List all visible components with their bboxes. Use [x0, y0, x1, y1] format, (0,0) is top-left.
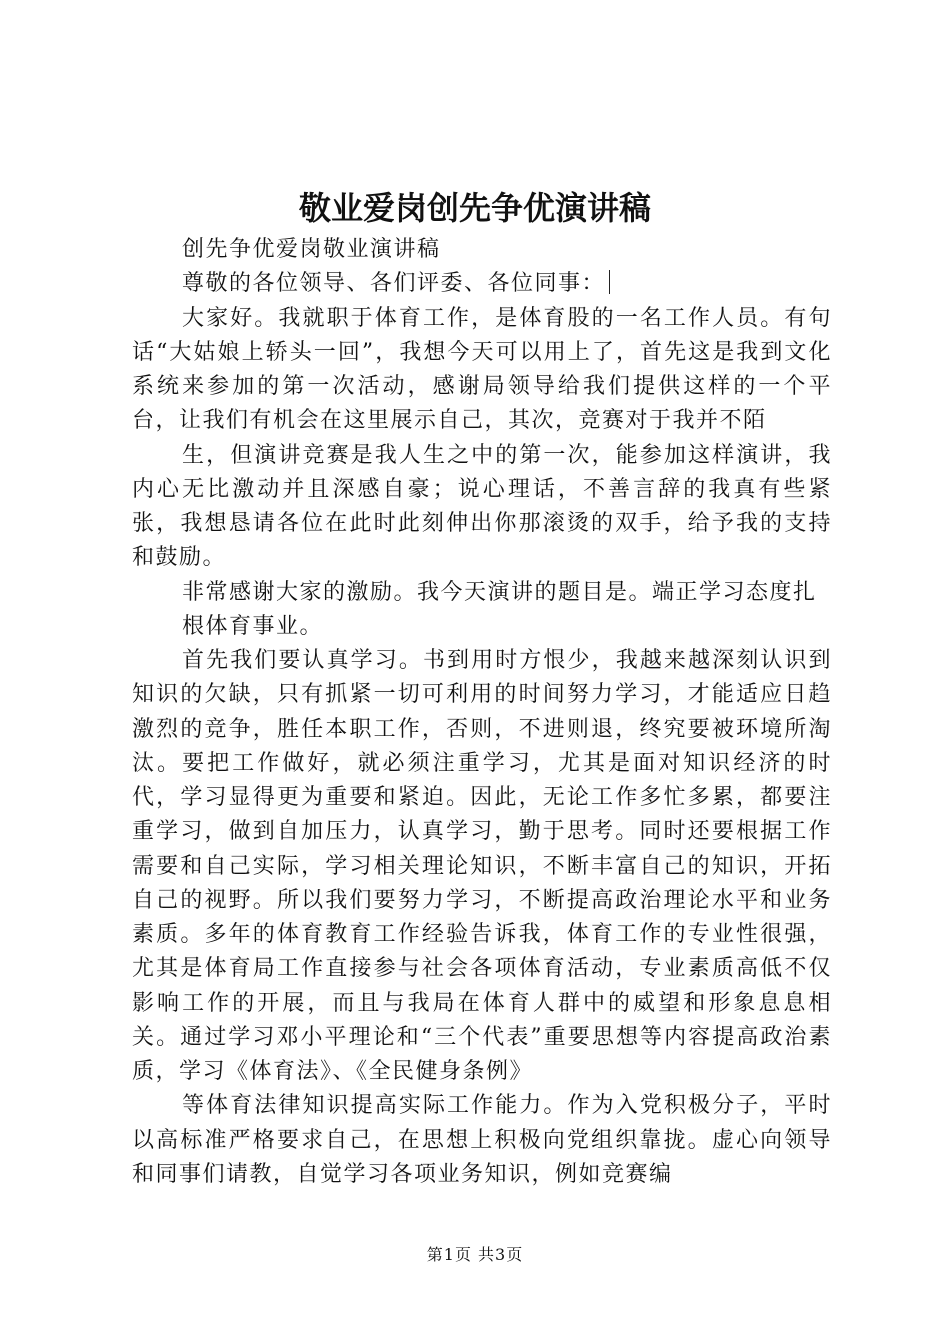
page-number-footer: 第1页 共3页	[426, 1245, 524, 1264]
salutation-paragraph	[132, 267, 832, 301]
document-body	[132, 233, 832, 1192]
body-paragraph: 非常感谢大家的激励。我今天演讲的题目是。端正学习态度扎	[182, 579, 817, 605]
body-paragraph: 等体育法律知识提高实际工作能力。作为入党积极分子，平时以高标准严格要求自己，在思想上积极向党组织靠拢。虚心向领导和同事们请教，自觉学习各项业务知识，例如竞赛编	[132, 1093, 832, 1187]
subtitle-paragraph: 创先争优爱岗敬业演讲稿	[182, 237, 441, 262]
salutation-text: 尊敬的各位领导、各们评委、各位同事：	[182, 271, 606, 297]
body-paragraph: 首先我们要认真学习。书到用时方恨少，我越来越深刻认识到知识的欠缺，只有抓紧一切可利用的时间努力学习，才能适应日趋激烈的竞争，胜任本职工作，否则，不进则退，终究要被环境所淘汰。要把工作做好，就必须注重学习，尤其是面对知识经济的时代，学习显得更为重要和紧迫。因此，无论工作多忙多累，都要注重学习，做到自加压力，认真学习，勤于思考。同时还要根据工作需要和自己实际，学习相关理论知识，不断丰富自己的知识，开拓自己的视野。所以我们要努力学习，不断提高政治理论水平和业务素质。多年的体育教育工作经验告诉我，体育工作的专业性很强，尤其是体育局工作直接参与社会各项体育活动，专业素质高低不仅影响工作的开展，而且与我局在体育人群中的威望和形象息息相关。通过学习邓小平理论和“三个代表”重要思想等内容提高政治素质，学习《体育法》、《全民健身条例》	[132, 648, 832, 1084]
document-title: 敬业爱岗创先争优演讲稿	[298, 189, 651, 227]
body-paragraph: 大家好。我就职于体育工作，是体育股的一名工作人员。有句话“大姑娘上轿头一回”，我想今天可以用上了，首先这是我到文化系统来参加的第一次活动，感谢局领导给我们提供这样的一个平台，让我们有机会在这里展示自己，其次，竞赛对于我并不陌	[132, 305, 832, 434]
body-paragraph: 根体育事业。	[182, 613, 324, 639]
body-paragraph: 生，但演讲竞赛是我人生之中的第一次，能参加这样演讲，我内心无比激动并且深感自豪；说心理话，不善言辞的我真有些紧张，我想恳请各位在此时此刻伸出你那滚烫的双手，给予我的支持和鼓励。	[132, 442, 832, 571]
text-cursor	[609, 270, 610, 294]
